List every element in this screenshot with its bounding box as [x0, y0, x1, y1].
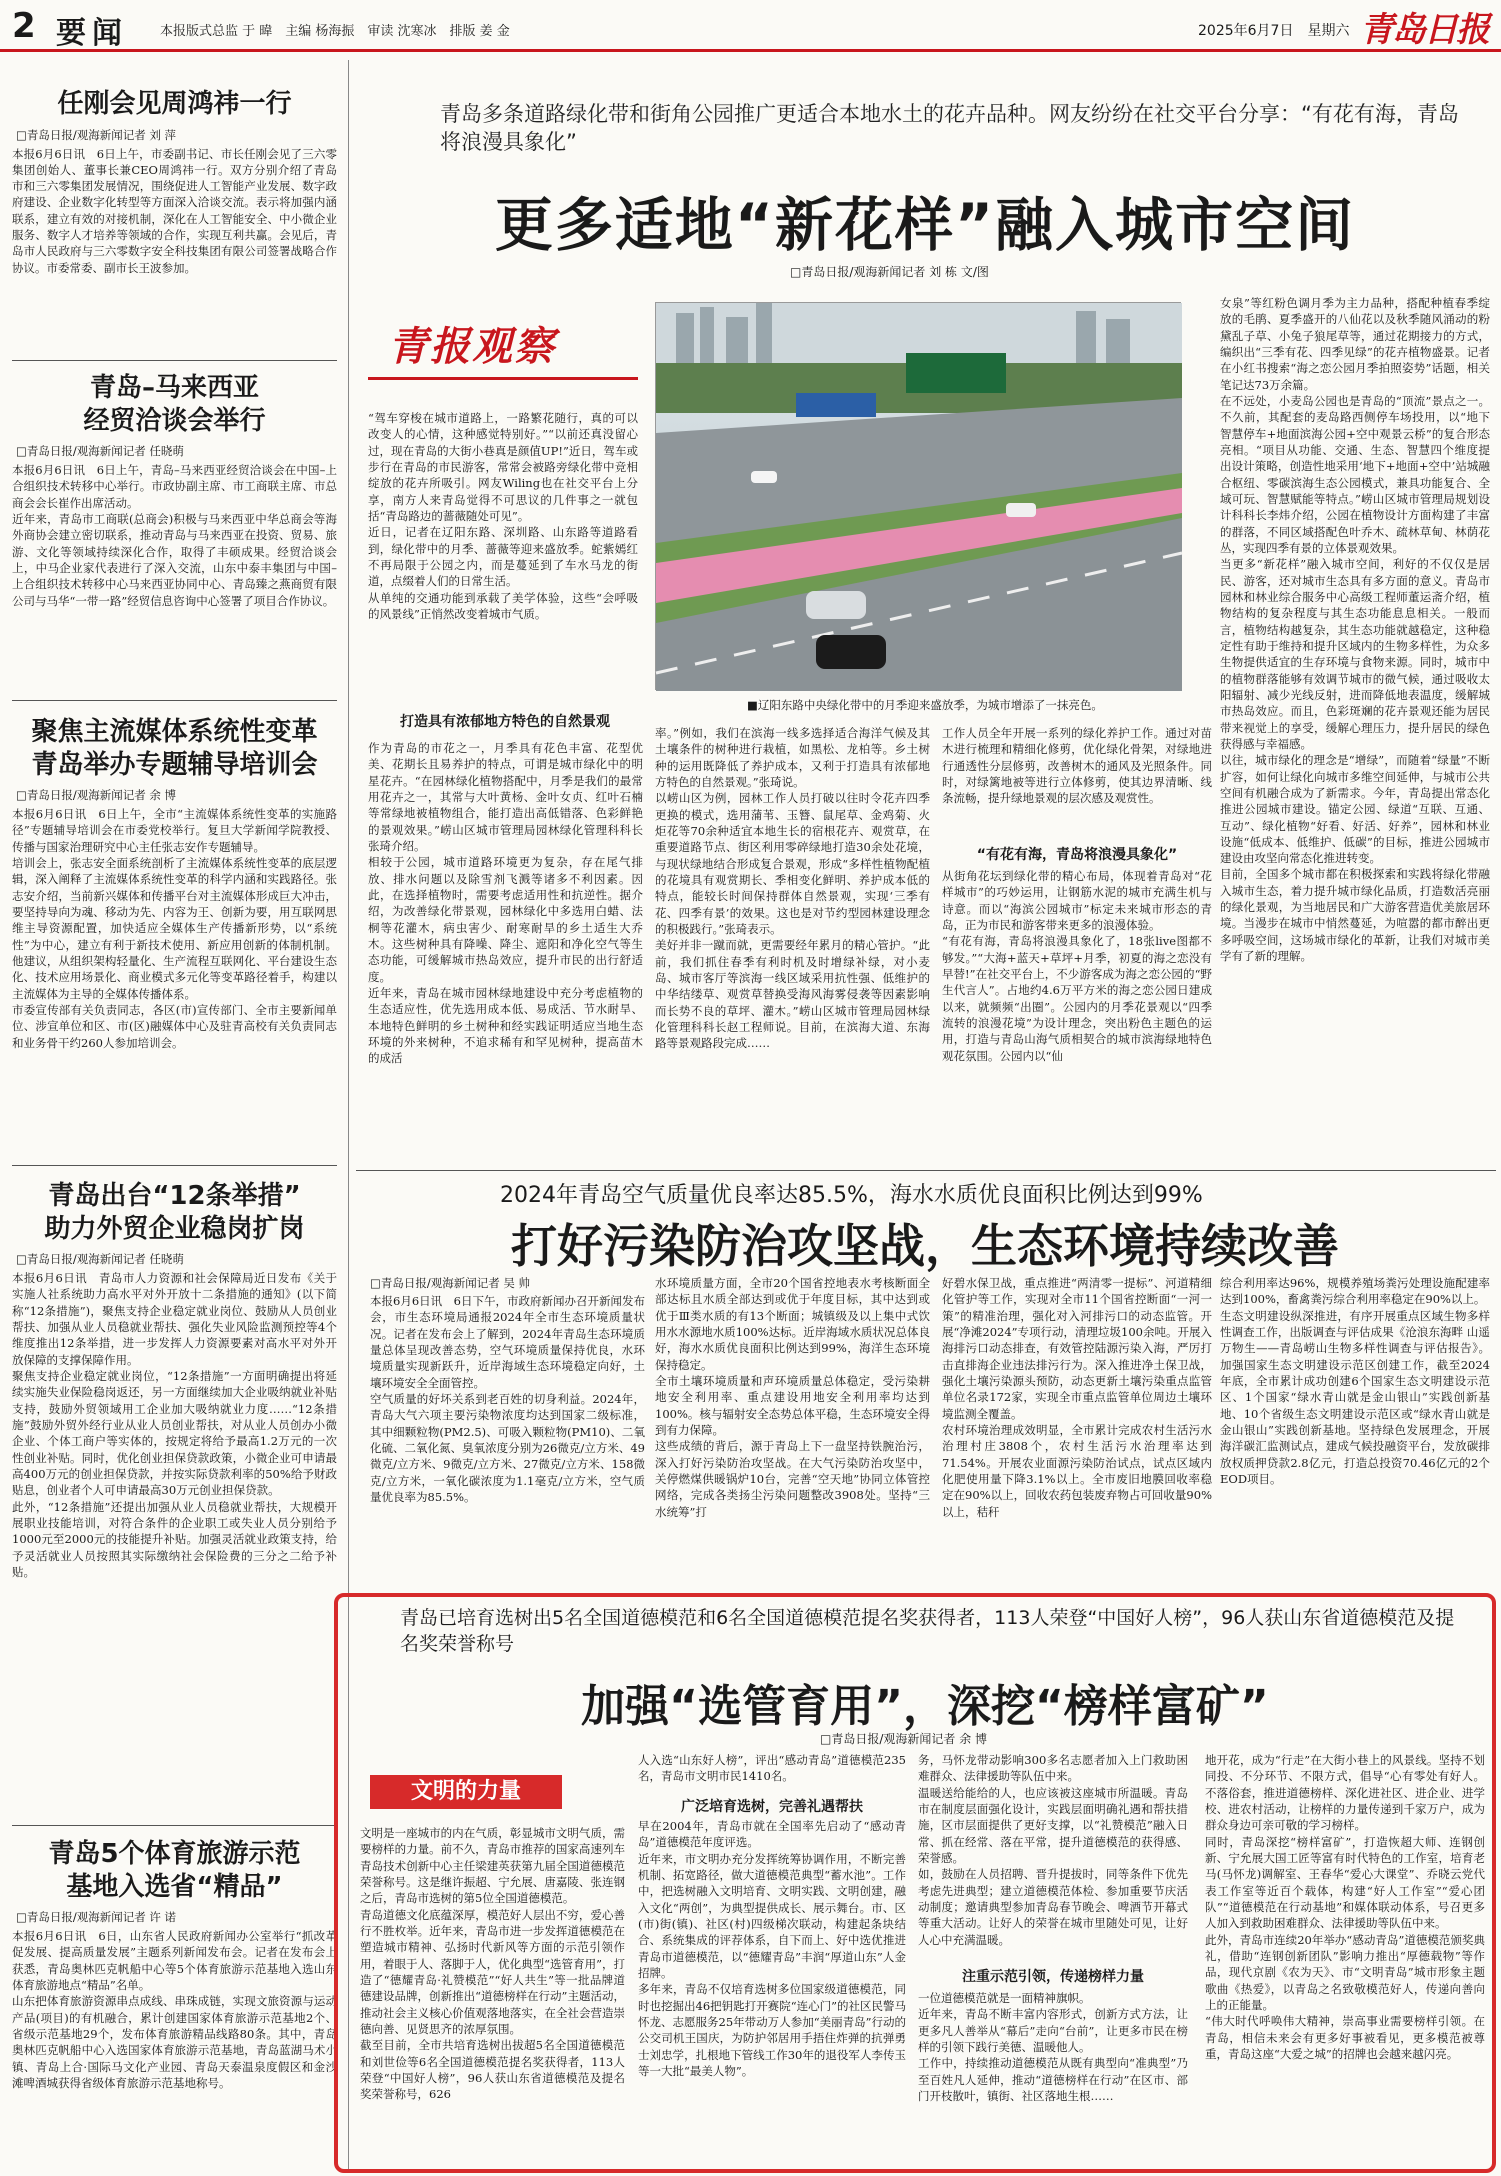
article-ren-gang[interactable] [12, 88, 337, 276]
article-media-training[interactable] [12, 716, 337, 1051]
feature-col-4: 女泉”等红粉色调月季为主力品种，搭配种植春季绽放的毛鹃、夏季盛开的八仙花以及秋季随风涌动的粉黛乱子草、小兔子狼尾草等，通过花期接力的方式，编织出“三季有花、四季见绿”的花卉植物盛景。记者在小红书搜索“海之恋公园月季拍照姿势”话题，相关笔记达73万余篇。 在不远处，小麦岛公园也是青岛的“顶流”景点之一。不久前，其配套的麦岛路西侧停车场投用，以“地下智慧停车+地面滨海公园+空中观景云桥”的复合形态亮相。“项目从功能、交通、生态、智慧四个维度提出设计策略，创造性地采用‘地下+地面+空中’站城融合枢纽、零碳滨海生态公园模式，兼具功能复合、全域可玩、智慧赋能等特点。”崂山区城市管理局规划设计科科长李炜介绍，公园在植物设计方面构建了丰富的群落，不同区域搭配色叶乔木、疏林草甸、林荫花丛，实现四季有景的立体景观效果。 当更多“新花样”融入城市空间，利好的不仅仅是居民、游客，还对城市生态具有多方面的意义。青岛市园林和林业综合服务中心高级工程师董运斋介绍，植物结构的复杂程度与其生态功能息息相关。一般而言，植物结构越复杂，其生态功能就越稳定，这种稳定性有助于维持和提升区域内的生物多样性，为众多生物提供适宜的生存环境与食物来源。同时，城市中的植物群落能够有效调节城市的微气候，通过吸收太阳辐射、减少光线反射，进而降低地表温度，缓解城市热岛效应。而且，色彩斑斓的花卉景观还能为居民带来视觉上的享受，缓解心理压力，提升居民的绿色获得感与幸福感。 以往，城市绿化的理念是“增绿”，而随着“绿量”不断扩容，如何让绿化向城市多维空间延伸，与城市公共空间有机融合成为了新需求。今年，青岛提出常态化推进公园城市建设。锚定公园、绿道“互联、互通、互动”、绿化植物“好看、好活、好养”，园林和林业设施“低成本、低维护、低碳”的目标，推进公园城市建设由攻坚向常态化推进转变。 目前，全国多个城市都在积极探索和实践将绿化带融入城市生态，着力提升城市绿化品质，打造数活亮丽的绿化景观，为当地居民和广大游客营造优美旅居环境。当漫步在城市中悄然蔓延，为喧嚣的都市醉出更多呼吸空间，这场城市绿化的革新，让我们对城市美学有了新的理解。 [1220, 296, 1490, 964]
photo-caption: ■辽阳东路中央绿化带中的月季迎来盛放季，为城市增添了一抹亮色。 [747, 698, 1103, 712]
column-tag-culture: 文明的力量 [370, 1775, 562, 1809]
divider [356, 1170, 1496, 1171]
article-title: 青岛5个体育旅游示范 基地入选省“精品” [48, 1839, 301, 1902]
feature-col-3b: 从街角花坛到绿化带的精心布局，体现着青岛对“花样城市”的巧妙运用，让钢筋水泥的城市充满生机与诗意。而以“海滨公园城市”标定未来城市形态的青岛，正为市民和游客带来更多的浪漫体验。 “有花有海，青岛将浪漫具象化了，18张live图都不够发。”“大海+蓝天+草坪+月季，初夏的海之恋没有早替!”在社交平台上，不少游客成为海之恋公园的“野生代言人”。占地约4.6万平方米的海之恋公园日建成以来，就频频“出圈”。公园内的月季花景观以“四季流转的浪漫花境”为设计理念，突出粉色主题色的运用，打造与青岛山海气质相契合的城市滨海绿地特色观花氛围。公园内以“仙 [942, 869, 1212, 1063]
model-subhead-1: 广泛培育选树，完善礼遇帮扶 [681, 1799, 863, 1815]
model-subhead-2: 注重示范引领，传递榜样力量 [962, 1969, 1144, 1985]
divider [12, 1165, 337, 1166]
article-body: 本报6月6日讯 6日上午，全市“主流媒体系统性变革的实施路径”专题辅导培训会在市委党校举行。复旦大学新闻学院教授、传播与国家治理研究中心主任张志安作专题辅导。 培训会上，张志安全面系统剖析了主流媒体系统性变革的底层逻辑，深入阐释了主流媒体系统性变革的科学内涵和实践路径。张志安介绍，当前新兴媒体和传播平台对主流媒体形成巨大冲击，要坚持导向为魂、移动为先、内容为王、创新为要，用互联网思维主导资源配置，加快适应全媒体生产传播新形势，以“系统性”为中心，建立有利于新技术使用、新应用创新的体制机制。他建议，从组织架构轻量化、生产流程互联网化、平台建设生态化、技术应用场景化、商业模式多元化等变革路径着手，构建以主流媒体为主导的全媒体传播体系。 市委宣传部有关负责同志，各区(市)宣传部门、全市主要新闻单位、涉宣单位和区、市(区)融媒体中心及驻青高校有关负责同志和业务骨干约260人参加培训会。 [12, 807, 337, 1050]
feature-subhead-1: 打造具有浓郁地方特色的自然景观 [400, 714, 610, 730]
column-tag [368, 315, 638, 385]
article-title: 聚焦主流媒体系统性变革 青岛举办专题辅导培训会 [31, 717, 318, 780]
page-number: 2 [12, 6, 36, 46]
article-body: 本报6月6日讯 6日，山东省人民政府新闻办公室举行“抓改革促发展、提高质量发展”主题系列新闻发布会。记者在发布会上获悉，青岛奥林匹克帆船中心等5个体育旅游示范基地入选山东体育旅游地点“精品”名单。 山东把体育旅游资源串点成线、串珠成链，实现文旅资源与运动产品(项目)的有机融合，累计创建国家体育旅游示范基地2个、省级示范基地29个，发布体育旅游精品线路80条。其中，青岛奥林匹克帆船中心入选国家体育旅游示范基地，青岛蓝湖马术小镇、青岛上合·国际马文化产业园、青岛天泰温泉度假区和金沙滩啤酒城获得省级体育旅游示范基地称号。 [12, 1929, 337, 2090]
article-sports-tourism[interactable] [12, 1838, 337, 2091]
env-byline: □青岛日报/观海新闻记者 吴 帅 [370, 1276, 531, 1290]
article-title: 任刚会见周鸿祎一行 [57, 89, 292, 119]
feature-col-3: 工作人员全年开展一系列的绿化养护工作。通过对苗木进行梳理和精细化修剪，优化绿化骨架，对绿地进行通透性分层修剪，改善树木的通风及光照条件。同时，对绿篱地被等进行立体修剪，使其边界清晰、线条流畅，提升绿地景观的层次感及观赏性。 [942, 726, 1212, 806]
article-byline: □青岛日报/观海新闻记者 任晓萌 [16, 444, 184, 458]
article-title: 青岛–马来西亚 经贸洽谈会举行 [83, 373, 266, 436]
newspaper-logo: 青岛日报 [1360, 10, 1488, 50]
issue-date: 2025年6月7日 星期六 [1198, 23, 1350, 39]
model-col-2a: 人入选“山东好人榜”，评出“感动青岛”道德模范235名，青岛市文明市民1410名。 [638, 1753, 906, 1784]
feature-photo [655, 302, 1181, 690]
env-col-3: 好碧水保卫战，重点推进“两清零一提标”、河道精细化管护等工作，实现对全市11个国省控断面“一河一策”的精准治理，强化对入河排污口的动态监管。开展“净滩2024”专项行动，清理垃圾100余吨。开展入海排污口动态排查，有效管控陆源污染入海，严厉打击直排海企业违法排污行为。深入推进净土保卫战，强化土壤污染源头预防，动态更新土壤污染重点监管单位名录172家，实现全市重点监管单位周边土壤环境监测全覆盖。 农村环境治理成效明显，全市累计完成农村生活污水治理村庄3808个，农村生活污水治理率达到71.54%。开展农业面源污染防治试点，试点区域内化肥使用量下降3.1%以上。全市废旧地膜回收率稳定在90%以上，回收农药包装废弃物占可回收量90%以上，秸秆 [942, 1276, 1212, 1519]
staff-credits: 本报版式总监 于 暐 主编 杨海振 审读 沈寒冰 排版 姜 金 [160, 24, 510, 39]
model-kicker: 青岛已培育选树出5名全国道德模范和6名全国道德模范提名奖获得者，113人荣登“中国好人榜”，96人获山东省道德模范及提名奖荣誉称号 [400, 1607, 1455, 1655]
env-col-1: 本报6月6日讯 6日下午，市政府新闻办召开新闻发布会，市生态环境局通报2024年全市生态环境质量状况。记者在发布会上了解到，2024年青岛生态环境质量总体呈现改善态势，空气环境质量保持优良，水环境质量实现新跃升，近岸海域生态环境稳定向好，土壤环境安全全面管控。 空气质量的好坏关系到老百姓的切身利益。2024年，青岛大气六项主要污染物浓度均达到国家二级标准，其中细颗粒物(PM2.5)、可吸入颗粒物(PM10)、二氧化硫、二氧化氮、臭氧浓度分别为26微克/立方米、49微克/立方米、9微克/立方米、27微克/立方米、158微克/立方米，一氧化碳浓度为1.1毫克/立方米，空气质量优良率为85.5%。 [370, 1294, 645, 1504]
article-byline: □青岛日报/观海新闻记者 许 诺 [16, 1910, 177, 1924]
divider [12, 1825, 337, 1826]
article-body: 本报6月6日讯 6日上午，青岛–马来西亚经贸洽谈会在中国–上合组织技术转移中心举行。市政协副主席、市工商联主席、市总商会会长崔作出席活动。 近年来，青岛市工商联(总商会)积极与马来西亚中华总商会等海外商协会建立密切联系，推动青岛与马来西亚在投资、贸易、旅游、文化等领域持续深化合作，取得了丰硕成果。经贸洽谈会上，中马企业家代表进行了深入交流，山东中泰丰集团与中国–上合组织技术转移中心马来西亚协同中心、青岛臻之燕商贸有限公司与马华“一带一路”经贸信息咨询中心签署了项目合作协议。 [12, 463, 337, 608]
env-col-2: 水环境质量方面，全市20个国省控地表水考核断面全部达标且水质全部达到或优于年度目标，其中达到或优于Ⅲ类水质的有13个断面；城镇级及以上集中式饮用水水源地水质100%达标。近岸海域水质状况总体良好，海水水质优良面积比例达到99%，海洋生态环境保持稳定。 全市土壤环境质量和声环境质量总体稳定，受污染耕地安全利用率、重点建设用地安全利用率均达到100%。核与辐射安全态势总体平稳，生态环境安全得到有力保障。 这些成绩的背后，源于青岛上下一盘坚持铁腕治污，深入打好污染防治攻坚战。在大气污染防治攻坚中，关停燃煤供暖锅炉10台，完善“空天地”协同立体管控网络，完成各类扬尘污染问题整改3908处。坚持“三水统筹”打 [655, 1276, 930, 1519]
feature-col-2: 率。”例如，我们在滨海一线多选择适合海洋气候及其土壤条件的树种进行栽植，如黑松、龙柏等。乡土树种的运用既降低了养护成本，又利于打造具有浓郁地方特色的自然景观。”张琦说。 以崂山区为例，园林工作人员打破以往时令花卉四季更换的模式，选用蒲苇、玉簪、鼠尾草、金鸡菊、火炬花等70余种适宜本地生长的宿根花卉、观赏草，在重要道路节点、街区利用零碎绿地打造30余处花境，与现状绿地结合形成复合景观，形成“多样性植物配植的花境具有观赏期长、季相变化鲜明、养护成本低的特点，能较长时间保持群体自然景观，实现‘三季有花、四季有景’的效果。这也是对节约型园林建设理念的积极践行。”张琦表示。 美好并非一蹴而就，更需要经年累月的精心管护。“此前，我们抓住春季有利时机及时增绿补绿，对小麦岛、城市客厅等滨海一线区域采用抗性强、低维护的中华结缕草、观赏草替换受海风海雾侵袭等因素影响而长势不良的草坪、灌木。”崂山区城市管理局园林绿化管理科科长赵工程师说。目前，在滨海大道、东海路等景观路段完成…… [655, 726, 930, 1051]
article-12-measures[interactable] [12, 1180, 337, 1580]
model-byline: □青岛日报/观海新闻记者 余 博 [820, 1732, 988, 1746]
model-col-1: 文明是一座城市的内在气质，彰显城市文明气质，需要榜样的力量。前不久，青岛市推荐的国家高速列车青岛技术创新中心主任梁建英获第九届全国道德模范荣誉称号。这是继许振超、宁允展、唐嘉陵、张连钢之后，青岛市选树的第5位全国道德模范。 青岛道德文化底蕴深厚，模范好人层出不穷，爱心善行不胜枚举。近年来，青岛市进一步发挥道德模范在塑造城市精神、弘扬时代新风等方面的示范引领作用，着眼于人、落脚于人，优化典型“选管育用”，打造了“德耀青岛·礼赞模范”“好人共生”等一批品牌道德建设品牌，创新推出“道德榜样在行动”主题活动，推动社会主义核心价值观落地落实，在全社会营造崇德向善、见贤思齐的浓厚氛围。 截至目前，全市共培育选树出拔超5名全国道德模范和刘世俭等6名全国道德模范提名奖获得者，113人荣登“中国好人榜”，96人获山东省道德模范及提名奖荣誉称号，626 [360, 1826, 625, 2102]
divider [12, 360, 337, 361]
article-byline: □青岛日报/观海新闻记者 余 博 [16, 788, 177, 802]
model-col-2b: 早在2004年，青岛市就在全国率先启动了“感动青岛”道德模范年度评选。 近年来，市文明办充分发挥统筹协调作用，不断完善机制、拓宽路径，做大道德模范典型“蓄水池”。工作中，把选树融入文明培育、文明实践、文明创建，融入文化“两创”，为典型提供成长、展示舞台。市、区(市)街(镇)、社区(村)四级梯次联动，构建起条块结合、系统集成的评荐体系，自下而上、好中选优推进青岛市道德模范，以“德耀青岛”丰润“厚道山东”人金招牌。 多年来，青岛不仅培育选树多位国家级道德模范，同时也挖掘出46把钥匙打开赛院“连心门”的社区民警马怀龙、志愿服务25年带动万人参加“美丽青岛”行动的公交司机王国庆，为防护邻居用手捂住炸弹的抗弹勇士刘忠学，扎根地下管线工作30年的退役军人李传玉等一大批“最美人物”。 [638, 1819, 906, 2078]
column-tag-underline [368, 377, 638, 380]
env-kicker: 2024年青岛空气质量优良率达85.5%，海水水质优良面积比例达到99% [500, 1183, 1203, 1208]
divider [12, 700, 337, 701]
article-title: 青岛出台“12条举措” 助力外贸企业稳岗扩岗 [44, 1181, 305, 1244]
kicker-text: 青岛多条道路绿化带和街角公园推广更适合本地水土的花卉品种。网友纷纷在社交平台分享：“有花有海，青岛将浪漫具象化” [440, 102, 1459, 155]
column-tag-text: 青报观察 [388, 323, 556, 370]
section-title: 要闻 [56, 16, 128, 51]
model-col-3b: 一位道德模范就是一面精神旗帜。 近年来，青岛不断丰富内容形式，创新方式方法，让更多凡人善举从“幕后”走向“台前”，让更多市民在榜样的引领下践行美德、温暖他人。 工作中，持续推动道德模范从既有典型向“准典型”乃至百姓凡人延伸，推动“道德榜样在行动”在区市、部门开枝散叶，镇街、社区落地生根…… [918, 1991, 1188, 2103]
feature-col-1: 作为青岛的市花之一，月季具有花色丰富、花型优美、花期长且易养护的特点，可谓是城市绿化中的明星花卉。“在园林绿化植物搭配中，月季是我们的最常用花卉之一，其常与大叶黄杨、金叶女贞、红叶石楠等常绿地被植物组合，能打造出高低错落、色彩鲜艳的景观效果。”崂山区城市管理局园林绿化管理科科长张琦介绍。 相较于公园，城市道路环境更为复杂，存在尾气排放、排水问题以及除雪剂飞溅等诸多不利因素。因此，在选择植物时，需要考虑适用性和抗逆性。据介绍，为改善绿化带景观，园林绿化中多选用白蜡、法桐等花灌木，病虫害少、耐寒耐旱的乡土适生大乔木。这些树种具有降噪、降尘、遮阳和净化空气等生态功能，可缓解城市热岛效应，提升市民的出行舒适度。 近年来，青岛在城市园林绿地建设中充分考虑植物的生态适应性，优先选用成本低、易成活、节水耐旱、本地特色鲜明的乡土树种和经实践证明适应当地生态环境的外来树种，不追求稀有和罕见树种，提高苗木的成活 [368, 741, 643, 1066]
feature-byline: □青岛日报/观海新闻记者 刘 栋 文/图 [790, 265, 989, 279]
article-body: 本报6月6日讯 6日上午，市委副书记、市长任刚会见了三六零集团创始人、董事长兼CEO周鸿祎一行。双方分别介绍了青岛市和三六零集团发展情况，围绕促进人工智能产业发展、数字政府建设、企业数字化转型等方面深入洽谈交流。表示将加强内涵联系，建立有效的对接机制，深化在人工智能安全、中小微企业服务、数字人才培养等领域的合作，实现互利共赢。会见后，青岛市人民政府与三六零数字安全科技集团有限公司签署战略合作协议。市委常委、副市长王波参加。 [12, 146, 337, 275]
model-col-3a: 务，马怀龙带动影响300多名志愿者加入上门救助困难群众、法律援助等队伍中来。 温暖送给能给的人，也应该被这座城市所温暖。青岛市在制度层面强化设计，实践层面明确礼遇和帮扶措施，区市层面提供了更好支撑，以“礼赞模范”融入日常、抓在经常、落在平常，提升道德模范的获得感、荣誉感。 如，鼓励在人员招聘、晋升提拔时，同等条件下优先考虑先进典型；建立道德模范体检、参加重要节庆活动制度；邀请典型参加青岛春节晚会、啤酒节开幕式等重大活动。让好人的荣誉在城市里随处可见，让好人心中充满温暖。 [918, 1753, 1188, 1947]
feature-subhead-2: “有花有海，青岛将浪漫具象化” [976, 847, 1178, 863]
env-headline: 打好污染防治攻坚战，生态环境持续改善 [511, 1219, 1339, 1273]
road-flowers-photo [656, 303, 1182, 691]
masthead [0, 0, 1501, 52]
feature-kicker [440, 100, 1460, 157]
model-col-4: 地开花，成为“行走”在大街小巷上的风景线。坚持不划同投、不分环节、不限方式，倡导“心有零处有好人。不落俗套，推进道德榜样、深化进社区、进企业、进学校、进农村活动，让榜样的力量传递到千家万户，成为群众身边可亲可敬的学习榜样。 同时，青岛深挖“榜样富矿”，打造恢超大师、连钢创新、宁允展大国工匠等富有时代特色的工作室，培育老马(马怀龙)调解室、王春华“爱心大课堂”、乔晓云党代表工作室等近百个载体，构建“好人工作室”“爱心团队”“道德模范在行动基地”和媒体联动体系，号召更多人加入到救助困难群众、法律援助等队伍中来。 此外，青岛市连续20年举办“感动青岛”道德模范颁奖典礼，借助“连钢创新团队”影响力推出“厚德载物”等作品，现代京剧《农为天》、市“文明青岛”城市形象主题歌曲《热爱》，以青岛之名致敬模范好人，传递向善向上的正能量。 “伟大时代呼唤伟大精神，崇高事业需要榜样引领。在青岛，相信未来会有更多好事被看见，更多模范被尊重，青岛这座“大爱之城”的招牌也会越来越闪亮。 [1205, 1753, 1485, 2061]
article-byline: □青岛日报/观海新闻记者 任晓萌 [16, 1252, 184, 1266]
article-body: 本报6月6日讯 青岛市人力资源和社会保障局近日发布《关于实施人社系统助力高水平对外开放十二条措施的通知》(以下简称“12条措施”)，聚焦支持企业稳定就业岗位、鼓励从人员创业帮扶、加强从业人员稳就业帮扶、强化失业风险监测预控等4个维度推出12条举措，进一步发挥人力资源要素对高水平对外开放保障的支撑保障作用。 聚焦支持企业稳定就业岗位，“12条措施”一方面明确提出将延续实施失业保险稳岗返还，另一方面继续加大企业吸纳就业补贴支持，鼓励外贸领域用工企业加大吸纳就业力度……“12条措施”鼓励外贸外经行业从业人员创业帮扶，对从业人员创办小微企业、个体工商户等实体的，按规定将给予最高1.2万元的一次性创业补贴。同时，优化创业担保贷款政策，小微企业可申请最高400万元的创业担保贷款，并按实际贷款利率的50%给予财政贴息，创业者个人可申请最高30万元创业担保贷款。 此外，“12条措施”还提出加强从业人员稳就业帮扶，大规模开展职业技能培训，对符合条件的企业职工或失业人员分别给予1000元至2000元的技能提升补贴。加强灵活就业政策支持，给予灵活就业人员按照其实际缴纳社会保险费的三分之二给予补贴。 [12, 1271, 337, 1579]
article-byline: □青岛日报/观海新闻记者 刘 萍 [16, 127, 177, 142]
article-malaysia[interactable] [12, 372, 337, 609]
feature-lead: “驾车穿梭在城市道路上，一路繁花随行，真的可以改变人的心情，这种感觉特别好。”“以前还真没留心过，现在青岛的大街小巷真是颜值UP!”近日，驾车或步行在青岛的市民游客，常常会被路旁绿化带中竞相绽放的花卉所吸引。网友Wiling也在社交平台上分享，南方人来青岛觉得不可思议的几件事之一就包括“青岛路边的蔷薇随处可见”。 近日，记者在辽阳东路、深圳路、山东路等道路看到，绿化带中的月季、蔷薇等迎来盛放季。蛇紫嫣红不再局限于公园之内，而是蔓延到了车水马龙的街道，点缀着人们的日常生活。 从单纯的交通功能到承载了美学体验，这些“会呼吸的风景线”正悄然改变着城市气质。 [368, 411, 638, 621]
model-headline: 加强“选管育用”，深挖“榜样富矿” [581, 1681, 1269, 1732]
feature-headline: 更多适地“新花样”融入城市空间 [494, 191, 1356, 259]
env-col-4: 综合利用率达96%，规模养殖场粪污处理设施配建率达到100%，畜禽粪污综合利用率稳定在90%以上。 生态文明建设纵深推进，有序开展重点区域生物多样性调查工作，出版调查与评估成果《沧浪东海畔 山遥万物生——青岛崂山生物多样性调查与评估报告》。加强国家生态文明建设示范区创建工作，截至2024年底，全市累计成功创建6个国家生态文明建设示范区、1个国家“绿水青山就是金山银山”实践创新基地、10个省级生态文明建设示范区或“绿水青山就是金山银山”实践创新基地。坚持绿色发展理念，开展海洋碳汇监测试点，建成气候投融资平台，发放碳排放权质押贷款2.8亿元，打造总投资70.46亿元的2个EOD项目。 [1220, 1276, 1490, 1486]
